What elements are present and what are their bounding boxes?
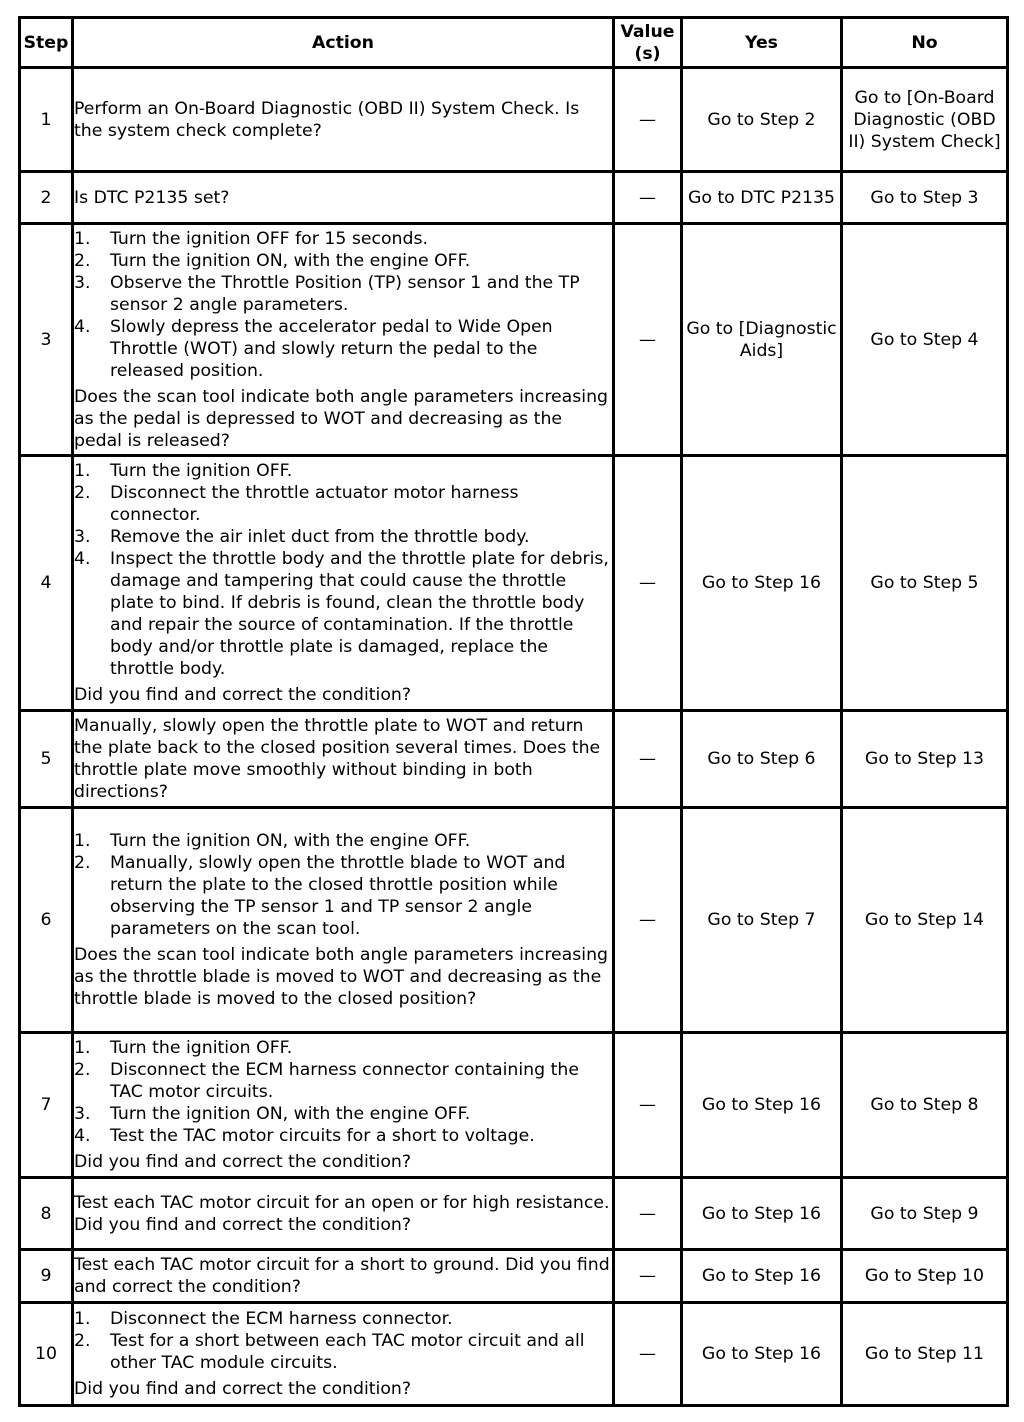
action-step-text: Remove the air inlet duct from the throttle body. <box>110 527 530 547</box>
action-step <box>74 1037 612 1059</box>
action-step <box>74 1059 612 1103</box>
action-step-text: Turn the ignition OFF. <box>110 461 293 481</box>
action-step-number: 3. <box>74 527 91 547</box>
action-step <box>74 548 612 680</box>
step-number: 4 <box>20 456 73 711</box>
yes-link[interactable]: Go to DTC P2135 <box>682 172 842 224</box>
value-dash: — <box>639 187 656 208</box>
step-number: 10 <box>20 1303 73 1406</box>
no-link[interactable]: Go to Step 11 <box>842 1303 1008 1406</box>
action-cell <box>73 808 614 1033</box>
action-step-number: 4. <box>74 1126 91 1146</box>
header-no: No <box>842 18 1008 68</box>
action-question: Does the scan tool indicate both angle parameters increasing as the throttle blade is moved to WOT and decreasing as the throttle blade is moved to the closed position? <box>74 945 608 1009</box>
yes-link[interactable]: Go to Step 16 <box>682 456 842 711</box>
action-step-text: Test the TAC motor circuits for a short to voltage. <box>110 1126 535 1146</box>
action-steps-list <box>74 830 612 940</box>
value-cell <box>614 456 682 711</box>
yes-link[interactable]: Go to Step 16 <box>682 1303 842 1406</box>
table-row <box>20 456 1008 711</box>
diagnostic-page <box>18 16 1006 1407</box>
action-question: Did you find and correct the condition? <box>74 1379 412 1399</box>
table-row <box>20 808 1008 1033</box>
no-link[interactable]: Go to Step 8 <box>842 1033 1008 1178</box>
action-question: Does the scan tool indicate both angle parameters increasing as the pedal is depressed to WOT and decreasing as the pedal is released? <box>74 386 608 451</box>
action-step <box>74 482 612 526</box>
action-step-text: Turn the ignition OFF. <box>110 1038 293 1058</box>
action-cell <box>73 1033 614 1178</box>
yes-link[interactable]: Go to Step 16 <box>682 1178 842 1250</box>
action-step-number: 1. <box>74 461 91 481</box>
action-question: Test each TAC motor circuit for a short to ground. Did you find and correct the condition? <box>74 1255 610 1297</box>
action-step-text: Manually, slowly open the throttle blade to WOT and return the plate to the closed throttle position while observing the TP sensor 1 and TP sensor 2 angle parameters on the scan tool. <box>110 853 566 939</box>
action-question: Did you find and correct the condition? <box>74 685 412 705</box>
action-step-number: 3. <box>74 272 91 293</box>
action-step-text: Slowly depress the accelerator pedal to Wide Open Throttle (WOT) and slowly return the pedal to the released position. <box>110 316 553 381</box>
action-step <box>74 1125 612 1147</box>
step-number: 9 <box>20 1250 73 1303</box>
action-step-number: 1. <box>74 228 91 249</box>
yes-link[interactable]: Go to [Diagnostic Aids] <box>682 224 842 456</box>
action-step-number: 2. <box>74 483 91 503</box>
header-yes: Yes <box>682 18 842 68</box>
step-number: 8 <box>20 1178 73 1250</box>
table-row <box>20 711 1008 808</box>
header-action: Action <box>73 18 614 68</box>
value-dash: — <box>639 1095 656 1115</box>
step-number: 7 <box>20 1033 73 1178</box>
action-cell <box>73 456 614 711</box>
header-row <box>20 18 1008 68</box>
action-step <box>74 1308 612 1330</box>
action-step-text: Inspect the throttle body and the throttle plate for debris, damage and tampering that could cause the throttle plate to bind. If debris is found, clean the throttle body and repair the source of contamination. If the throttle body and/or throttle plate is damaged, replace the throttle body. <box>110 549 609 679</box>
value-cell <box>614 1178 682 1250</box>
action-step-text: Disconnect the ECM harness connector containing the TAC motor circuits. <box>110 1060 579 1102</box>
action-question: Perform an On-Board Diagnostic (OBD II) System Check. Is the system check complete? <box>74 98 580 141</box>
table-row <box>20 1033 1008 1178</box>
action-cell <box>73 1250 614 1303</box>
value-dash: — <box>639 1266 656 1286</box>
action-step-number: 2. <box>74 853 91 873</box>
step-number: 6 <box>20 808 73 1033</box>
action-step-number: 2. <box>74 1060 91 1080</box>
no-link[interactable]: Go to Step 3 <box>842 172 1008 224</box>
diagnostic-table <box>18 16 1009 1407</box>
value-cell <box>614 1250 682 1303</box>
action-step-number: 1. <box>74 831 91 851</box>
action-cell <box>73 68 614 172</box>
action-step-text: Turn the ignition ON, with the engine OFF. <box>110 250 471 271</box>
action-step-number: 1. <box>74 1038 91 1058</box>
action-step <box>74 228 612 250</box>
action-cell <box>73 1303 614 1406</box>
value-dash: — <box>639 1344 656 1364</box>
action-step-text: Observe the Throttle Position (TP) sensor 1 and the TP sensor 2 angle parameters. <box>110 272 580 315</box>
no-link[interactable]: Go to [On-Board Diagnostic (OBD II) System Check] <box>842 68 1008 172</box>
no-link[interactable]: Go to Step 10 <box>842 1250 1008 1303</box>
action-step-number: 4. <box>74 316 91 337</box>
no-link[interactable]: Go to Step 9 <box>842 1178 1008 1250</box>
value-dash: — <box>639 573 656 593</box>
yes-link[interactable]: Go to Step 6 <box>682 711 842 808</box>
action-step <box>74 526 612 548</box>
action-step-text: Turn the ignition OFF for 15 seconds. <box>110 228 428 249</box>
table-row <box>20 224 1008 456</box>
header-step: Step <box>20 18 73 68</box>
yes-link[interactable]: Go to Step 16 <box>682 1250 842 1303</box>
step-number: 5 <box>20 711 73 808</box>
no-link[interactable]: Go to Step 14 <box>842 808 1008 1033</box>
action-steps-list <box>74 1308 612 1374</box>
action-step-number: 1. <box>74 1309 91 1329</box>
step-number: 2 <box>20 172 73 224</box>
table-row <box>20 1178 1008 1250</box>
action-step <box>74 852 612 940</box>
value-dash: — <box>639 910 656 930</box>
action-question: Manually, slowly open the throttle plate to WOT and return the plate back to the closed position several times. Does the throttle plate move smoothly without binding in both directions? <box>74 716 601 802</box>
value-cell <box>614 808 682 1033</box>
value-cell <box>614 68 682 172</box>
value-dash: — <box>639 749 656 769</box>
action-step-text: Test for a short between each TAC motor circuit and all other TAC module circuits. <box>110 1331 585 1373</box>
action-cell <box>73 224 614 456</box>
action-step-number: 2. <box>74 1331 91 1351</box>
action-steps-list <box>74 460 612 680</box>
yes-link[interactable]: Go to Step 16 <box>682 1033 842 1178</box>
action-step <box>74 830 612 852</box>
value-dash: — <box>639 1203 656 1224</box>
table-body <box>20 68 1008 1406</box>
value-dash: — <box>639 109 656 130</box>
value-cell <box>614 224 682 456</box>
action-step <box>74 250 612 272</box>
value-cell <box>614 711 682 808</box>
table-row <box>20 1250 1008 1303</box>
value-cell <box>614 172 682 224</box>
action-question: Did you find and correct the condition? <box>74 1152 412 1172</box>
yes-link[interactable]: Go to Step 2 <box>682 68 842 172</box>
action-step <box>74 316 612 382</box>
no-link[interactable]: Go to Step 13 <box>842 711 1008 808</box>
action-question: Test each TAC motor circuit for an open or for high resistance. Did you find and correct the condition? <box>74 1192 610 1235</box>
action-step <box>74 460 612 482</box>
action-step-number: 3. <box>74 1104 91 1124</box>
action-step <box>74 1103 612 1125</box>
value-dash: — <box>639 329 656 350</box>
action-steps-list <box>74 1037 612 1147</box>
action-step <box>74 272 612 316</box>
header-value: Value (s) <box>614 18 682 68</box>
value-cell <box>614 1033 682 1178</box>
table-row <box>20 172 1008 224</box>
action-question: Is DTC P2135 set? <box>74 187 230 208</box>
step-number: 1 <box>20 68 73 172</box>
step-number: 3 <box>20 224 73 456</box>
action-cell <box>73 1178 614 1250</box>
table-row <box>20 68 1008 172</box>
action-cell <box>73 711 614 808</box>
action-step-text: Turn the ignition ON, with the engine OFF. <box>110 1104 471 1124</box>
action-step <box>74 1330 612 1374</box>
action-step-number: 2. <box>74 250 91 271</box>
yes-link[interactable]: Go to Step 7 <box>682 808 842 1033</box>
action-step-text: Disconnect the ECM harness connector. <box>110 1309 453 1329</box>
action-steps-list <box>74 228 612 382</box>
no-link[interactable]: Go to Step 4 <box>842 224 1008 456</box>
table-row <box>20 1303 1008 1406</box>
action-step-number: 4. <box>74 549 91 569</box>
value-cell <box>614 1303 682 1406</box>
action-step-text: Turn the ignition ON, with the engine OFF. <box>110 831 471 851</box>
no-link[interactable]: Go to Step 5 <box>842 456 1008 711</box>
action-cell <box>73 172 614 224</box>
action-step-text: Disconnect the throttle actuator motor harness connector. <box>110 483 519 525</box>
